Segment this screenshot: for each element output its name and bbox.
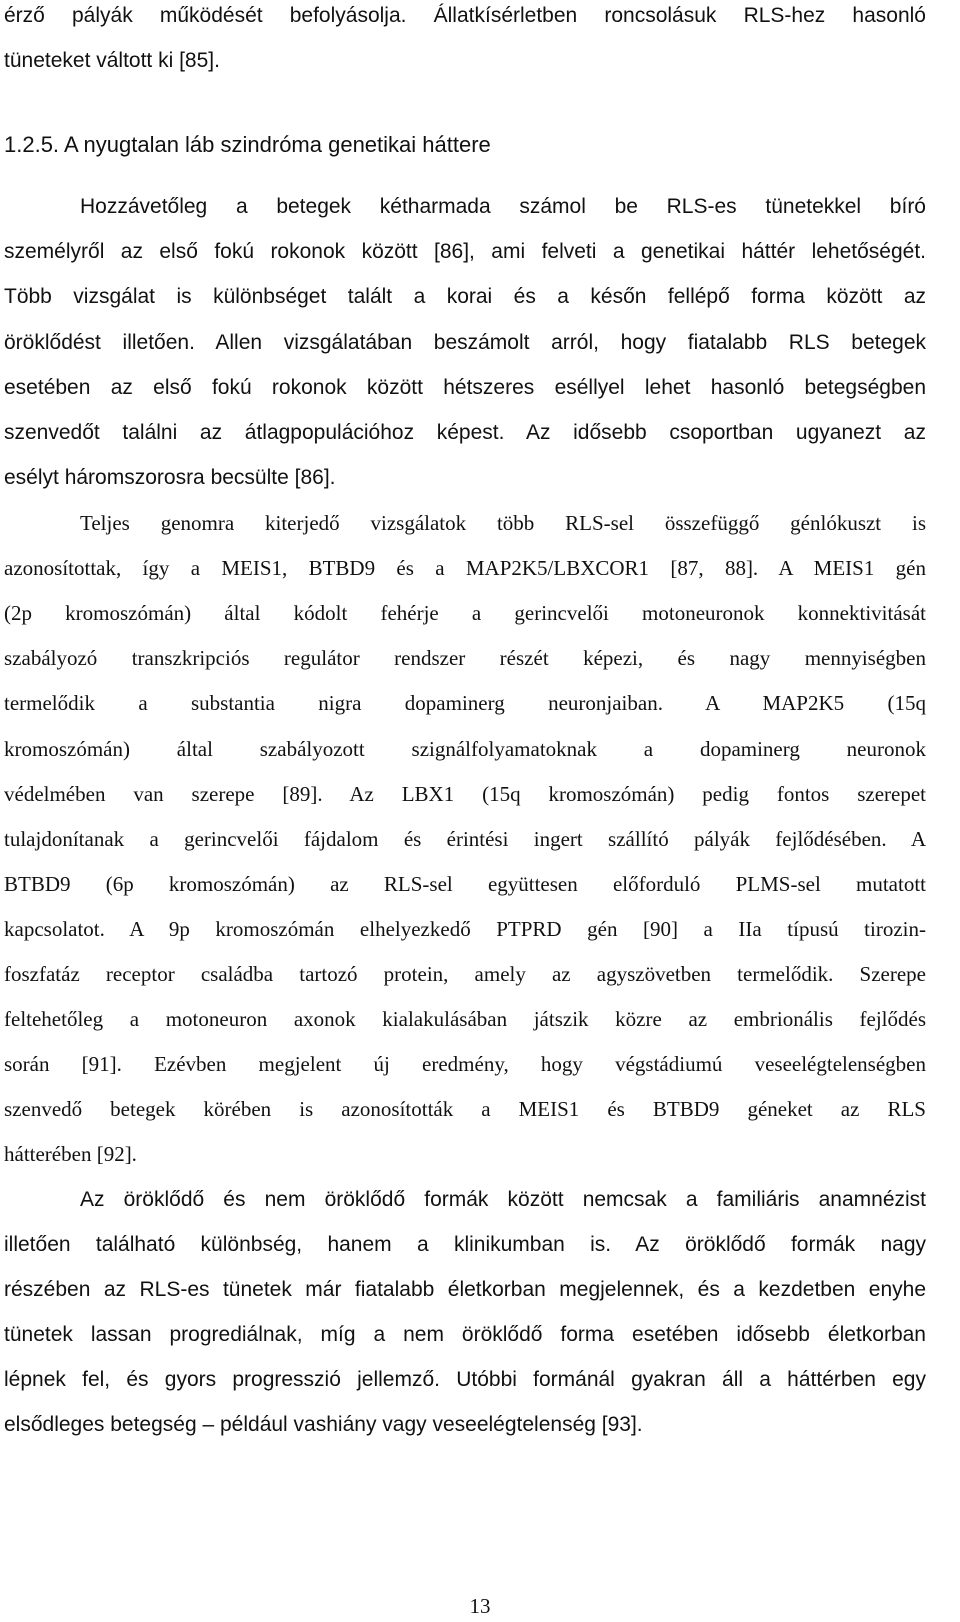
text-line: szenvedő betegek körében is azonosították a MEIS1 és BTBD9 géneket az RLS bbox=[4, 1097, 926, 1121]
text-line: tünetek lassan progrediálnak, míg a nem öröklődő forma esetében idősebb életkorban bbox=[4, 1323, 926, 1346]
text-line: azonosítottak, így a MEIS1, BTBD9 és a MAP2K5/LBXCOR1 [87, 88]. A MEIS1 gén bbox=[4, 556, 926, 580]
text-line: BTBD9 (6p kromoszómán) az RLS-sel együttesen előforduló PLMS-sel mutatott bbox=[4, 872, 926, 896]
text-line: során [91]. Ezévben megjelent új eredmény, hogy végstádiumú veseelégtelenségben bbox=[4, 1052, 926, 1076]
text-line: feltehetőleg a motoneuron axonok kialakulásában játszik közre az embrionális fejlődés bbox=[4, 1007, 926, 1031]
text-line: Teljes genomra kiterjedő vizsgálatok több RLS-sel összefüggő génlókuszt is bbox=[80, 511, 926, 535]
text-line: Több vizsgálat is különbséget talált a korai és a későn fellépő forma között az bbox=[4, 285, 926, 308]
page-number: 13 bbox=[469, 1594, 491, 1618]
text-line: Az öröklődő és nem öröklődő formák között nemcsak a familiáris anamnézist bbox=[80, 1188, 926, 1211]
text-line: védelmében van szerepe [89]. Az LBX1 (15q kromoszómán) pedig fontos szerepet bbox=[4, 782, 926, 806]
text-line: tulajdonítanak a gerincvelői fájdalom és érintési ingert szállító pályák fejlődésében. A bbox=[4, 827, 926, 851]
text-line: hátterében [92]. bbox=[4, 1142, 137, 1166]
text-line: személyről az első fokú rokonok között [86], ami felveti a genetikai háttér lehetőségét. bbox=[4, 240, 926, 263]
text-line: foszfatáz receptor családba tartozó protein, amely az agyszövetben termelődik. Szerepe bbox=[4, 962, 926, 986]
text-line: esélyt háromszorosra becsülte [86]. bbox=[4, 466, 336, 489]
text-line: (2p kromoszómán) által kódolt fehérje a gerincvelői motoneuronok konnektivitását bbox=[4, 601, 926, 625]
text-line: kapcsolatot. A 9p kromoszómán elhelyezkedő PTPRD gén [90] a IIa típusú tirozin- bbox=[4, 917, 926, 941]
text-line: elsődleges betegség – például vashiány vagy veseelégtelenség [93]. bbox=[4, 1413, 643, 1436]
section-heading: 1.2.5. A nyugtalan láb szindróma genetikai háttere bbox=[4, 132, 491, 157]
text-line: szenvedőt találni az átlagpopulációhoz képest. Az idősebb csoportban ugyanezt az bbox=[4, 421, 926, 444]
text-line: termelődik a substantia nigra dopaminerg neuronjaiban. A MAP2K5 (15q bbox=[4, 691, 926, 715]
text-line: kromoszómán) által szabályozott szignálfolyamatoknak a dopaminerg neuronok bbox=[4, 737, 926, 761]
text-line: szabályozó transzkripciós regulátor rendszer részét képezi, és nagy mennyiségben bbox=[4, 646, 926, 670]
text-line: lépnek fel, és gyors progresszió jellemző. Utóbbi formánál gyakran áll a háttérben egy bbox=[4, 1368, 926, 1391]
text-line: részében az RLS-es tünetek már fiatalabb életkorban megjelennek, és a kezdetben enyhe bbox=[4, 1278, 926, 1301]
text-line: illetően található különbség, hanem a klinikumban is. Az öröklődő formák nagy bbox=[4, 1233, 926, 1256]
text-line: Hozzávetőleg a betegek kétharmada számol be RLS-es tünetekkel bíró bbox=[80, 195, 926, 218]
text-line: esetében az első fokú rokonok között hétszeres eséllyel lehet hasonló betegségben bbox=[4, 376, 926, 399]
text-line: tüneteket váltott ki [85]. bbox=[4, 49, 220, 72]
text-line: érző pályák működését befolyásolja. Állatkísérletben roncsolásuk RLS-hez hasonló bbox=[4, 4, 926, 27]
text-line: öröklődést illetően. Allen vizsgálatában beszámolt arról, hogy fiatalabb RLS betegek bbox=[4, 331, 926, 354]
